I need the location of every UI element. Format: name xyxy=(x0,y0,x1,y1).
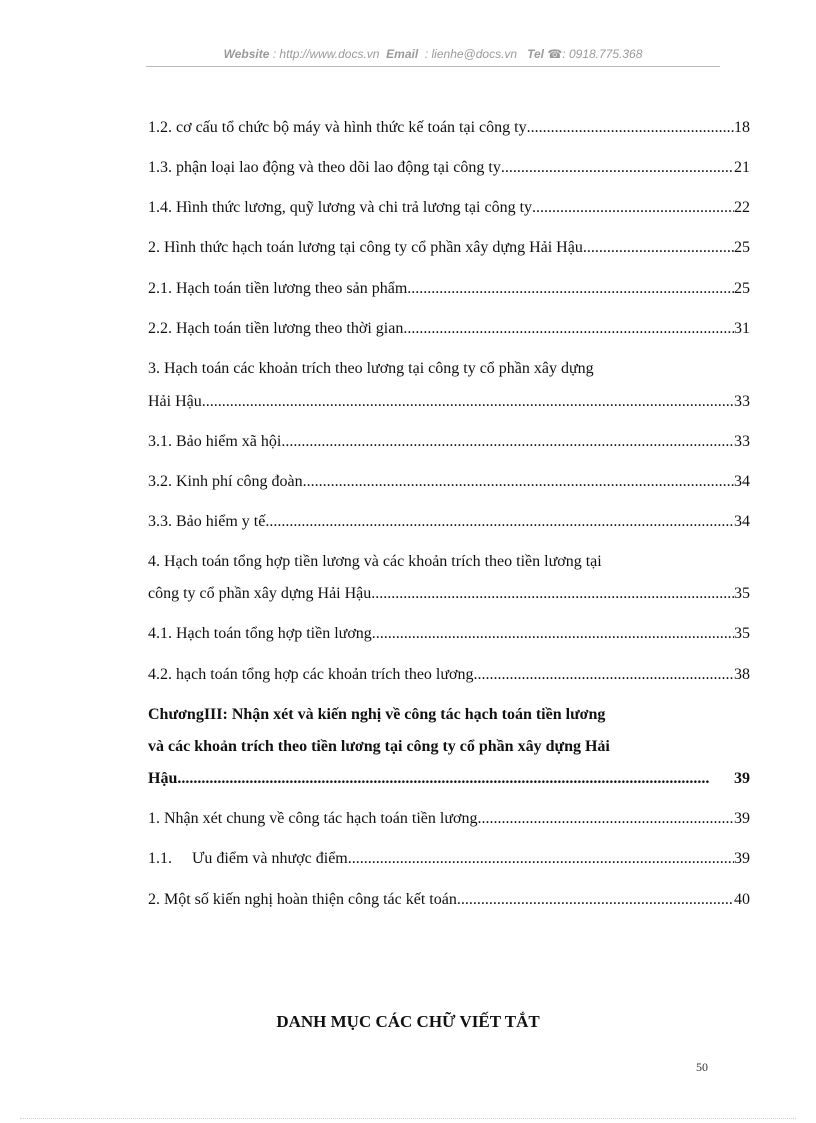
toc-leader-dots xyxy=(372,624,734,644)
page-number: 50 xyxy=(696,1060,708,1074)
toc-leader-dots xyxy=(527,118,734,138)
toc-leader-dots xyxy=(403,319,734,339)
toc-entry-page: 40 xyxy=(734,891,750,908)
toc-entry[interactable] xyxy=(148,392,750,412)
toc-entry[interactable] xyxy=(148,158,750,178)
toc-entry-page: 34 xyxy=(734,473,750,490)
toc-entry-page: 35 xyxy=(734,625,750,642)
toc-leader-dots xyxy=(303,472,734,492)
toc-entry[interactable] xyxy=(148,512,750,532)
toc-leader-dots xyxy=(532,198,734,218)
toc-entry-text: 1.3. phận loại lao động và theo dõi lao động tại công ty xyxy=(148,159,501,176)
toc-entry[interactable] xyxy=(148,890,750,910)
toc-entry-text: 3.1. Bảo hiểm xã hội xyxy=(148,433,282,450)
toc-leader-dots xyxy=(474,665,734,685)
toc-entry-first-line[interactable]: 4. Hạch toán tổng hợp tiền lương và các khoản trích theo tiền lương tại xyxy=(148,553,602,570)
toc-entry-text: 2. Một số kiến nghị hoàn thiện công tác kết toán xyxy=(148,891,457,908)
toc-leader-dots xyxy=(477,809,734,829)
toc-entry-text: 2.1. Hạch toán tiền lương theo sản phẩm xyxy=(148,280,408,297)
toc-entry[interactable] xyxy=(148,584,750,604)
section-title: DANH MỤC CÁC CHỮ VIẾT TẮT xyxy=(276,1012,540,1031)
toc-entry-page: 18 xyxy=(734,119,750,136)
toc-entry-text: 4.2. hạch toán tổng hợp các khoản trích theo lương xyxy=(148,666,474,683)
toc-entry-text: 1.4. Hình thức lương, quỹ lương và chi trả lương tại công ty xyxy=(148,199,533,216)
toc-entry-text: 3.2. Kinh phí công đoàn xyxy=(148,473,303,490)
toc-entry-page: 31 xyxy=(734,320,750,337)
toc-entry-text: 2.2. Hạch toán tiền lương theo thời gian xyxy=(148,320,404,337)
toc-leader-dots xyxy=(501,158,734,178)
toc-leader-dots xyxy=(281,432,734,452)
toc-entry-page: 25 xyxy=(734,280,750,297)
toc-entry-text: Hậu xyxy=(148,770,178,787)
toc-leader-dots xyxy=(265,512,734,532)
tel-label: Tel xyxy=(527,47,544,61)
toc-chapter-line1[interactable]: ChươngIII: Nhận xét và kiến nghị về công tác hạch toán tiền lương xyxy=(148,706,606,723)
toc-leader-dots xyxy=(348,849,734,869)
email-label: Email xyxy=(386,47,419,61)
toc-entry-page: 25 xyxy=(734,239,750,256)
toc-entry[interactable] xyxy=(148,624,750,644)
toc-entry-first-line[interactable]: 3. Hạch toán các khoản trích theo lương tại công ty cổ phần xây dựng xyxy=(148,360,594,377)
toc-entry-text: 1.2. cơ cấu tổ chức bộ máy và hình thức kế toán tại công ty xyxy=(148,119,527,136)
toc-entry-page: 39 xyxy=(734,770,750,787)
toc-entry[interactable] xyxy=(148,809,750,829)
toc-entry-text: 4.1. Hạch toán tổng hợp tiền lương xyxy=(148,625,372,642)
toc-entry-page: 38 xyxy=(734,666,750,683)
toc-entry[interactable] xyxy=(148,472,750,492)
toc-leader-dots xyxy=(202,392,734,412)
toc-leader-dots xyxy=(407,279,734,299)
tel-number: : 0918.775.368 xyxy=(562,47,643,61)
website-label: Website xyxy=(223,47,270,61)
toc-leader-dots xyxy=(457,890,734,910)
email-address[interactable]: : lienhe@docs.vn xyxy=(424,47,518,61)
toc-entry-page: 39 xyxy=(734,810,750,827)
toc-entry-page: 33 xyxy=(734,393,750,410)
toc-entry[interactable] xyxy=(148,665,750,685)
toc-entry-text: Hải Hậu xyxy=(148,393,202,410)
toc-entry-text: 2. Hình thức hạch toán lương tại công ty cổ phần xây dựng Hải Hậu xyxy=(148,239,583,256)
toc-entry[interactable] xyxy=(148,849,750,869)
toc-entry[interactable] xyxy=(148,238,750,258)
toc-leader-dots xyxy=(583,238,734,258)
toc-entry-page: 35 xyxy=(734,585,750,602)
toc-entry-text: 1. Nhận xét chung về công tác hạch toán tiền lương xyxy=(148,810,478,827)
toc-entry-page: 21 xyxy=(734,159,750,176)
phone-icon: ☎ xyxy=(547,47,563,61)
toc-chapter-line2[interactable]: và các khoản trích theo tiền lương tại công ty cổ phần xây dựng Hải xyxy=(148,738,610,755)
toc-chapter-entry[interactable] xyxy=(148,769,750,789)
toc-leader-dots xyxy=(371,584,734,604)
toc-entry-text: 1.1. Ưu điểm và nhược điểm xyxy=(148,850,348,867)
toc-entry-page: 39 xyxy=(734,850,750,867)
toc-leader-dots xyxy=(177,769,734,789)
toc-entry[interactable] xyxy=(148,198,750,218)
toc-entry-text: công ty cổ phần xây dựng Hải Hậu xyxy=(148,585,372,602)
page-header xyxy=(146,47,720,61)
toc-entry-page: 22 xyxy=(734,199,750,216)
toc-entry[interactable] xyxy=(148,118,750,138)
toc-entry-text: 3.3. Bảo hiểm y tế xyxy=(148,513,266,530)
website-url[interactable]: : http://www.docs.vn xyxy=(272,47,380,61)
header-divider xyxy=(146,66,720,67)
footer-divider xyxy=(20,1118,796,1119)
toc-entry[interactable] xyxy=(148,319,750,339)
toc-entry-page: 33 xyxy=(734,433,750,450)
toc-entry-page: 34 xyxy=(734,513,750,530)
toc-entry[interactable] xyxy=(148,432,750,452)
toc-entry[interactable] xyxy=(148,279,750,299)
